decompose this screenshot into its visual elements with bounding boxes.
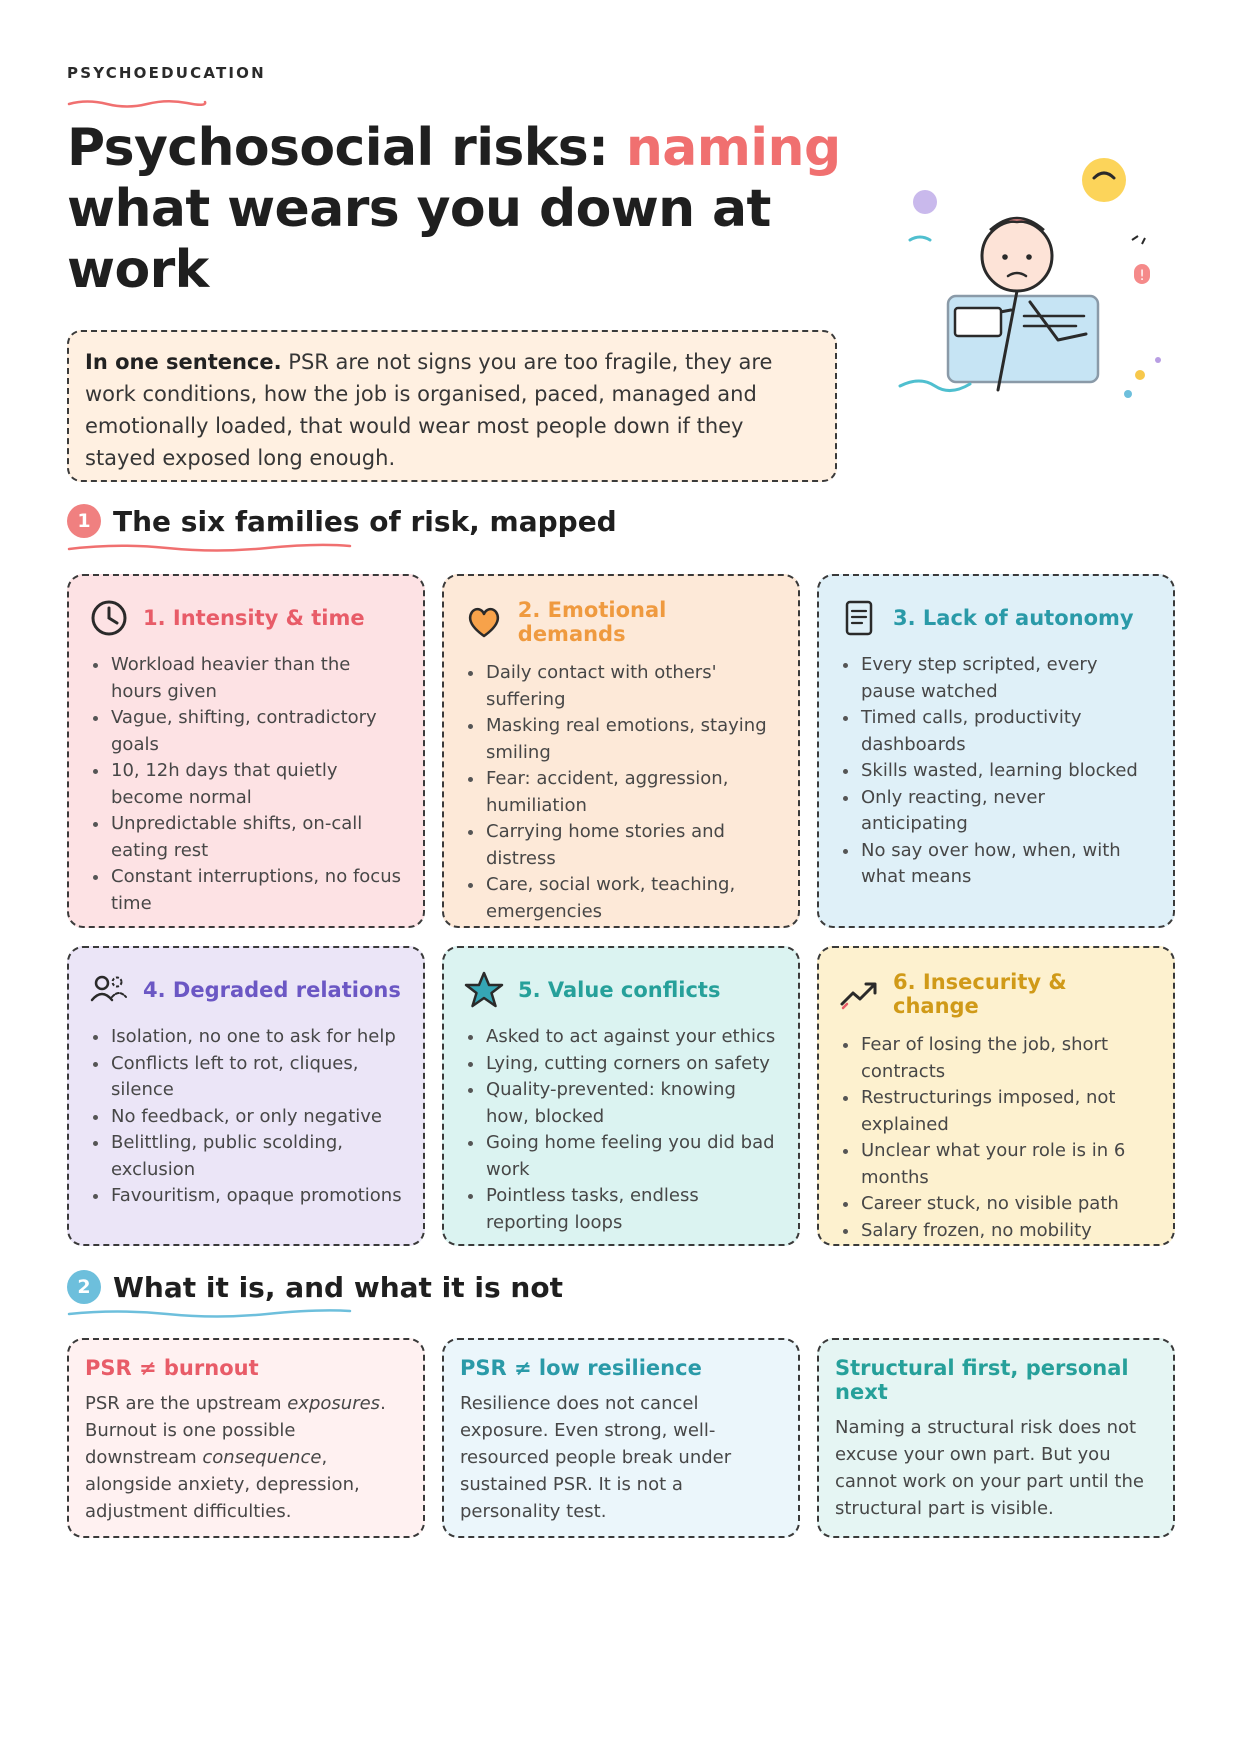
risk-card-insecurity-change xyxy=(817,946,1175,1246)
section-1-title: The six families of risk, mapped xyxy=(113,504,617,538)
list-item: Fear: accident, aggression, humiliation xyxy=(464,766,780,819)
card-title: 4. Degraded relations xyxy=(143,978,401,1002)
list-item: Constant interruptions, no focus time xyxy=(89,864,405,917)
stressed-worker-illustration xyxy=(880,140,1180,420)
risk-card-lack-of-autonomy xyxy=(817,574,1175,928)
list-item: Favouritism, opaque promotions xyxy=(89,1183,405,1210)
trend-icon xyxy=(839,974,879,1014)
risk-list xyxy=(464,660,780,925)
list-item: Going home feeling you did bad work xyxy=(464,1130,780,1183)
list-item: Career stuck, no visible path xyxy=(839,1191,1155,1218)
star-icon xyxy=(464,970,504,1010)
summary-box xyxy=(67,330,837,482)
list-item: Fear of losing the job, short contracts xyxy=(839,1032,1155,1085)
title-accent: naming xyxy=(625,118,841,178)
list-item: Every step scripted, every pause watched xyxy=(839,652,1155,705)
list-item: Belittling, public scolding, exclusion xyxy=(89,1130,405,1183)
list-item: Timed calls, productivity dashboards xyxy=(839,705,1155,758)
list-item: Care, social work, teaching, emergencies xyxy=(464,872,780,925)
section-1-number: 1 xyxy=(67,504,101,538)
list-item: 10, 12h days that quietly become normal xyxy=(89,758,405,811)
risk-list xyxy=(89,1024,405,1210)
summary-text: PSR are not signs you are too fragile, they are work conditions, how the job is organised, paced, managed and emotionally loaded, that would wear most people down if they stayed exposed long enough. xyxy=(85,350,773,470)
section-1-underline xyxy=(67,540,352,554)
list-item: Conflicts left to rot, cliques, silence xyxy=(89,1051,405,1104)
list-item: Salary frozen, no mobility xyxy=(839,1218,1155,1245)
risk-list xyxy=(464,1024,780,1236)
document-icon xyxy=(839,598,879,638)
note-body: Resilience does not cancel exposure. Even strong, well-resourced people break under sustained PSR. It is not a personality test. xyxy=(460,1393,732,1522)
risk-list xyxy=(839,1032,1155,1244)
list-item: Pointless tasks, endless reporting loops xyxy=(464,1183,780,1236)
section-1-heading xyxy=(67,504,617,538)
section-2-heading xyxy=(67,1270,563,1304)
list-item: Asked to act against your ethics xyxy=(464,1024,780,1051)
section-2-title: What it is, and what it is not xyxy=(113,1270,563,1304)
page-title: Psychosocial risks: naming what wears you down at work xyxy=(67,118,841,300)
note-card-resilience xyxy=(442,1338,800,1538)
list-item: Isolation, no one to ask for help xyxy=(89,1024,405,1051)
card-title: 3. Lack of autonomy xyxy=(893,606,1134,630)
risk-card-intensity-time xyxy=(67,574,425,928)
list-item: Workload heavier than the hours given xyxy=(89,652,405,705)
note-body: Naming a structural risk does not excuse your own part. But you cannot work on your part until the structural part is visible. xyxy=(835,1417,1144,1519)
note-title: PSR ≠ low resilience xyxy=(460,1356,702,1380)
kicker: PSYCHOEDUCATION xyxy=(67,64,266,82)
card-title: 5. Value conflicts xyxy=(518,978,721,1002)
list-item: Daily contact with others' suffering xyxy=(464,660,780,713)
risk-card-degraded-relations xyxy=(67,946,425,1246)
list-item: Quality-prevented: knowing how, blocked xyxy=(464,1077,780,1130)
list-item: Masking real emotions, staying smiling xyxy=(464,713,780,766)
list-item: Vague, shifting, contradictory goals xyxy=(89,705,405,758)
risk-list xyxy=(839,652,1155,891)
heart-icon xyxy=(464,602,504,642)
list-item: Carrying home stories and distress xyxy=(464,819,780,872)
summary-lead: In one sentence. xyxy=(85,350,282,374)
risk-list xyxy=(89,652,405,917)
people-icon xyxy=(89,970,129,1010)
svg-text:!: ! xyxy=(1139,268,1145,284)
risk-card-value-conflicts xyxy=(442,946,800,1246)
list-item: No feedback, or only negative xyxy=(89,1104,405,1131)
clock-icon xyxy=(89,598,129,638)
list-item: Unclear what your role is in 6 months xyxy=(839,1138,1155,1191)
list-item: No say over how, when, with what means xyxy=(839,838,1155,891)
note-body: PSR are the upstream exposures. Burnout is one possible downstream consequence, alongside anxiety, depression, adjustment difficulties. xyxy=(85,1393,386,1522)
note-card-structural-first xyxy=(817,1338,1175,1538)
note-title: Structural first, personal next xyxy=(835,1356,1129,1404)
card-title: 6. Insecurity & change xyxy=(893,970,1067,1018)
list-item: Unpredictable shifts, on-call eating rest xyxy=(89,811,405,864)
list-item: Restructurings imposed, not explained xyxy=(839,1085,1155,1138)
section-2-number: 2 xyxy=(67,1270,101,1304)
list-item: Skills wasted, learning blocked xyxy=(839,758,1155,785)
note-card-burnout xyxy=(67,1338,425,1538)
list-item: Lying, cutting corners on safety xyxy=(464,1051,780,1078)
list-item: Only reacting, never anticipating xyxy=(839,785,1155,838)
card-title: 2. Emotional demands xyxy=(517,598,667,646)
section-2-underline xyxy=(67,1306,352,1320)
note-title: PSR ≠ burnout xyxy=(85,1356,259,1380)
risk-card-emotional-demands xyxy=(442,574,800,928)
card-title: 1. Intensity & time xyxy=(143,606,365,630)
kicker-underline xyxy=(67,96,207,110)
